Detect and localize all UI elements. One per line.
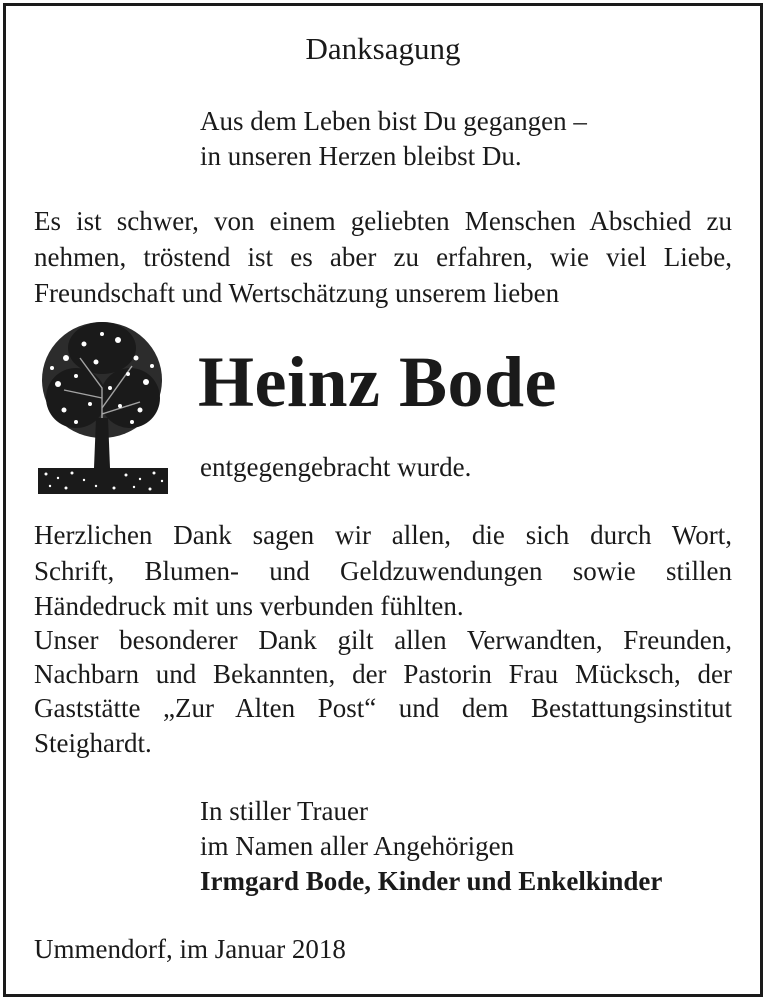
notice-title: Danksagung	[305, 31, 461, 66]
after-name-line: entgegengebracht wurde.	[200, 452, 472, 482]
thanks-line-4: Unser besonderer Dank gilt allen Verwandten, Freunden,	[34, 625, 732, 655]
place-date: Ummendorf, im Januar 2018	[34, 934, 346, 964]
signature-names: Irmgard Bode, Kinder und Enkelkinder	[200, 866, 663, 896]
thanks-line-6: Gaststätte „Zur Alten Post“ und dem Bestattungsinstitut	[34, 693, 732, 723]
intro-line-2: nehmen, tröstend ist es aber zu erfahren, wie viel Liebe,	[34, 242, 732, 272]
signature-line-1: In stiller Trauer	[200, 796, 368, 826]
thanks-line-3: Händedruck mit uns verbunden fühlten.	[34, 591, 464, 621]
thanks-line-5: Nachbarn und Bekannten, der Pastorin Frau Mücksch, der	[34, 659, 732, 689]
signature-line-2: im Namen aller Angehörigen	[200, 831, 515, 861]
intro-line-1: Es ist schwer, von einem geliebten Menschen Abschied zu	[34, 206, 732, 236]
thanks-line-7: Steighardt.	[34, 728, 152, 758]
thanks-line-2: Schrift, Blumen- und Geldzuwendungen sowie stillen	[34, 556, 732, 586]
deceased-name: Heinz Bode	[198, 342, 557, 422]
motto-line-2: in unseren Herzen bleibst Du.	[200, 141, 522, 171]
thanks-line-1: Herzlichen Dank sagen wir allen, die sich durch Wort,	[34, 520, 732, 550]
motto-line-1: Aus dem Leben bist Du gegangen –	[200, 106, 587, 136]
tree-icon	[36, 318, 170, 496]
intro-line-3: Freundschaft und Wertschätzung unserem lieben	[34, 278, 560, 308]
